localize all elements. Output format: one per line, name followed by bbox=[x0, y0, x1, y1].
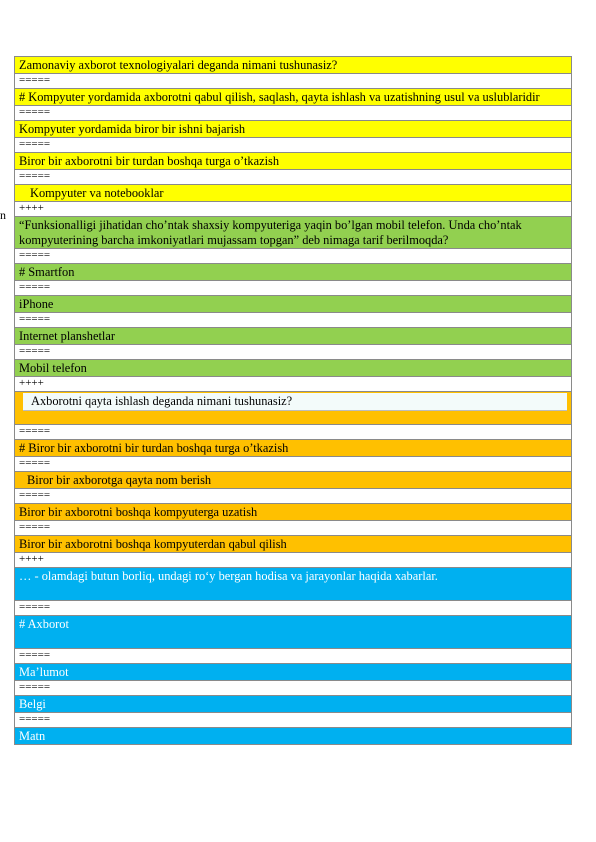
table-row bbox=[15, 664, 572, 681]
answer-cell: Mobil telefon bbox=[15, 360, 572, 377]
table-row bbox=[15, 121, 572, 138]
table-row bbox=[15, 568, 572, 601]
table-row bbox=[15, 264, 572, 281]
separator-cell: ===== bbox=[15, 74, 572, 89]
question-cell bbox=[15, 392, 572, 425]
answer-cell: # Biror bir axborotni bir turdan boshqa turga o’tkazish bbox=[15, 440, 572, 457]
separator-cell: ===== bbox=[15, 713, 572, 728]
table-row bbox=[15, 360, 572, 377]
table-row bbox=[15, 202, 572, 217]
table-row bbox=[15, 138, 572, 153]
table-row bbox=[15, 553, 572, 568]
separator-cell: ===== bbox=[15, 281, 572, 296]
answer-cell: Kompyuter va notebooklar bbox=[15, 185, 572, 202]
answer-cell: iPhone bbox=[15, 296, 572, 313]
table-row bbox=[15, 313, 572, 328]
table-row bbox=[15, 425, 572, 440]
table-row bbox=[15, 440, 572, 457]
table-row bbox=[15, 601, 572, 616]
table-row bbox=[15, 457, 572, 472]
table-row bbox=[15, 249, 572, 264]
table-row bbox=[15, 392, 572, 425]
table-row bbox=[15, 345, 572, 360]
answer-cell: Belgi bbox=[15, 696, 572, 713]
separator-cell: ===== bbox=[15, 489, 572, 504]
table-row bbox=[15, 106, 572, 121]
table-row bbox=[15, 170, 572, 185]
separator-cell: ===== bbox=[15, 425, 572, 440]
table-row bbox=[15, 521, 572, 536]
table-row bbox=[15, 713, 572, 728]
table-row bbox=[15, 696, 572, 713]
table-row bbox=[15, 472, 572, 489]
answer-cell: Biror bir axborotni boshqa kompyuterga uzatish bbox=[15, 504, 572, 521]
table-row bbox=[15, 74, 572, 89]
table-row bbox=[15, 504, 572, 521]
table-row bbox=[15, 377, 572, 392]
answer-cell: Biror bir axborotga qayta nom berish bbox=[15, 472, 572, 489]
table-row bbox=[15, 649, 572, 664]
table-row bbox=[15, 57, 572, 74]
question-cell: Zamonaviy axborot texnologiyalari deganda nimani tushunasiz? bbox=[15, 57, 572, 74]
table-row bbox=[15, 281, 572, 296]
quiz-table bbox=[14, 56, 572, 745]
table-row bbox=[15, 89, 572, 106]
separator-cell: ++++ bbox=[15, 553, 572, 568]
separator-cell: ===== bbox=[15, 249, 572, 264]
stray-letter: n bbox=[0, 208, 6, 222]
answer-cell: Biror bir axborotni boshqa kompyuterdan qabul qilish bbox=[15, 536, 572, 553]
question-cell: … - olamdagi butun borliq, undagi ro‘y bergan hodisa va jarayonlar haqida xabarlar. bbox=[15, 568, 572, 601]
table-row bbox=[15, 616, 572, 649]
table-row bbox=[15, 328, 572, 345]
question-text: Axborotni qayta ishlash deganda nimani tushunasiz? bbox=[23, 393, 567, 411]
question-cell: “Funksionalligi jihatidan cho’ntak shaxsiy kompyuteriga yaqin bo’lgan mobil telefon. Unda cho’ntak kompyuterining barcha imkoniyatlari mujassam topgan” deb nimaga tarif berilmoqda? bbox=[15, 217, 572, 249]
answer-cell: Ma’lumot bbox=[15, 664, 572, 681]
separator-cell: ===== bbox=[15, 106, 572, 121]
separator-cell: ===== bbox=[15, 649, 572, 664]
separator-cell: ===== bbox=[15, 521, 572, 536]
table-row bbox=[15, 185, 572, 202]
separator-cell: ===== bbox=[15, 170, 572, 185]
separator-cell: ===== bbox=[15, 681, 572, 696]
table-row bbox=[15, 489, 572, 504]
answer-cell: Internet planshetlar bbox=[15, 328, 572, 345]
answer-cell: Matn bbox=[15, 728, 572, 745]
table-row bbox=[15, 217, 572, 249]
answer-cell: Biror bir axborotni bir turdan boshqa turga o’tkazish bbox=[15, 153, 572, 170]
answer-cell: # Axborot bbox=[15, 616, 572, 649]
separator-cell: ++++ bbox=[15, 202, 572, 217]
separator-cell: ===== bbox=[15, 601, 572, 616]
table-row bbox=[15, 296, 572, 313]
table-row bbox=[15, 536, 572, 553]
separator-cell: ===== bbox=[15, 138, 572, 153]
table-row bbox=[15, 153, 572, 170]
answer-cell: Kompyuter yordamida biror bir ishni bajarish bbox=[15, 121, 572, 138]
separator-cell: ===== bbox=[15, 457, 572, 472]
separator-cell: ===== bbox=[15, 313, 572, 328]
separator-cell: ++++ bbox=[15, 377, 572, 392]
separator-cell: ===== bbox=[15, 345, 572, 360]
table-row bbox=[15, 681, 572, 696]
table-row bbox=[15, 728, 572, 745]
answer-cell: # Smartfon bbox=[15, 264, 572, 281]
answer-cell: # Kompyuter yordamida axborotni qabul qilish, saqlash, qayta ishlash va uzatishning usul va uslublaridir bbox=[15, 89, 572, 106]
